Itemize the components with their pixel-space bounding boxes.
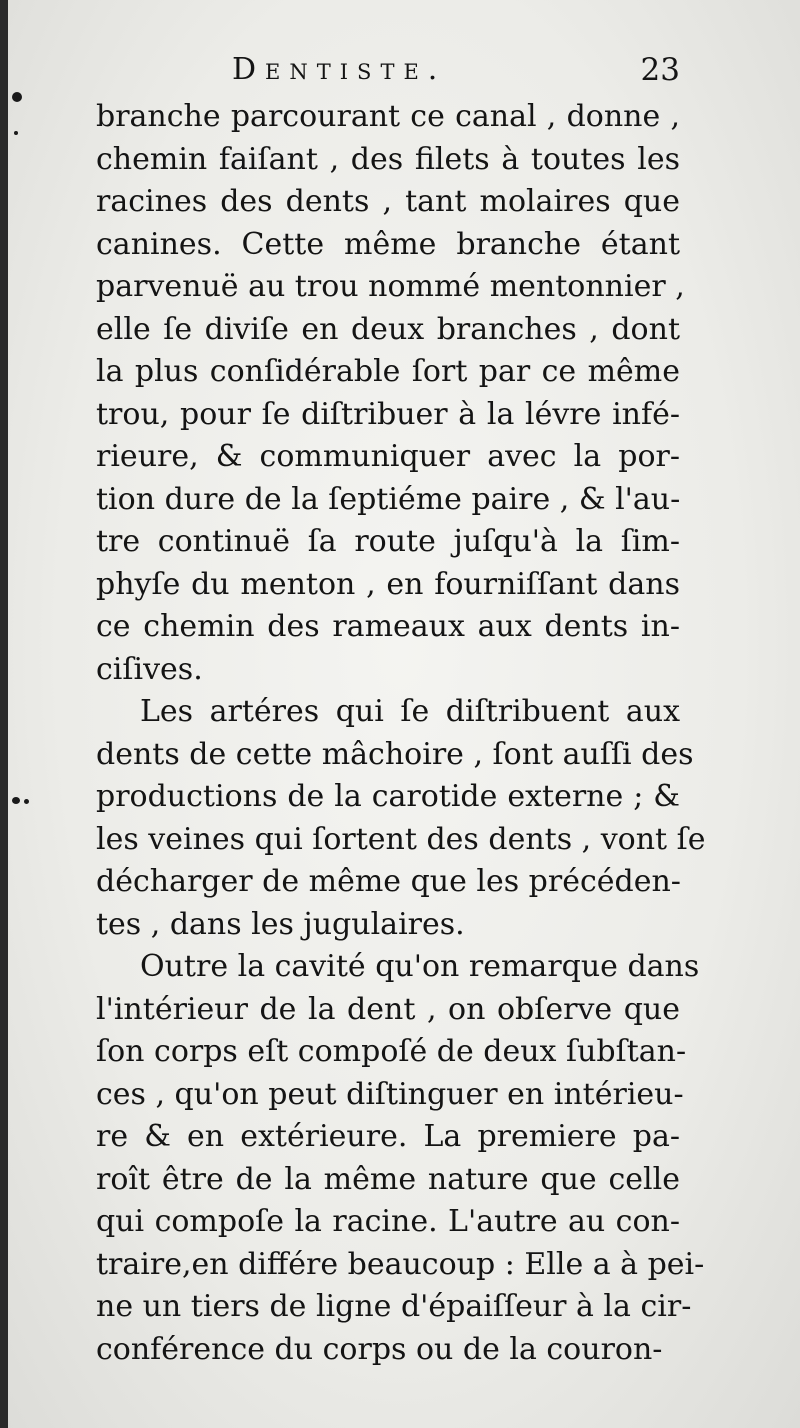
text-line: branche parcourant ce canal , donne , — [96, 99, 680, 134]
text-line: racines des dents , tant molaires que — [96, 184, 680, 219]
text-line: ne un tiers de ligne d'épaiſſeur à la cir- — [96, 1289, 692, 1324]
page-number: 23 — [640, 52, 680, 88]
text-line: ces , qu'on peut diſtinguer en intérieu- — [96, 1076, 684, 1112]
text-line: roît être de la même nature que celle — [96, 1161, 680, 1197]
text-line: phyſe du menton , en fourniſſant dans — [96, 566, 680, 602]
text-line: conférence du corps ou de la couron- — [96, 1331, 663, 1367]
paragraph — [96, 946, 705, 1371]
text-line: Outre la cavité qu'on remarque dans — [140, 949, 700, 984]
text-line: parvenuë au trou nommé mentonnier , — [96, 269, 685, 304]
text-line: qui compoſe la racine. L'autre au con- — [96, 1204, 680, 1239]
text-line: rieure, & communiquer avec la por- — [96, 439, 680, 474]
running-head: Dentiste. — [232, 52, 447, 87]
text-line: ce chemin des rameaux aux dents in- — [96, 609, 680, 644]
page-header — [100, 52, 680, 96]
ink-speck — [12, 92, 22, 102]
text-line: dents de cette mâchoire , ſont auſſi des — [96, 736, 694, 772]
text-line: trou, pour ſe diſtribuer à la lévre infé- — [96, 396, 680, 432]
text-line: elle ſe diviſe en deux branches , dont — [96, 311, 680, 347]
text-line: ciſives. — [96, 651, 203, 687]
text-line: traire,en différe beaucoup : Elle a à pei- — [96, 1246, 705, 1282]
text-line: canines. Cette même branche étant — [96, 226, 680, 262]
body-text — [96, 96, 706, 1371]
ink-speck — [12, 797, 20, 804]
page-gutter-edge — [0, 0, 8, 1428]
ink-speck — [14, 131, 18, 135]
text-line: chemin faiſant , des filets à toutes les — [96, 141, 680, 177]
ink-speck — [24, 799, 29, 804]
text-line: tion dure de la ſeptiéme paire , & l'au- — [96, 481, 681, 517]
text-line: re & en extérieure. La premiere pa- — [96, 1119, 680, 1154]
text-line: tes , dans les jugulaires. — [96, 906, 465, 942]
text-line: productions de la carotide externe ; & — [96, 779, 680, 814]
text-line: l'intérieur de la dent , on obſerve que — [96, 991, 680, 1027]
text-line: la plus conſidérable ſort par ce même — [96, 354, 680, 389]
paragraph — [96, 691, 706, 946]
paragraph — [96, 96, 685, 691]
text-line: les veines qui ſortent des dents , vont ſe — [96, 821, 706, 857]
text-line: ſon corps eſt compoſé de deux ſubſtan- — [96, 1034, 687, 1069]
text-line: Les artéres qui ſe diſtribuent aux — [140, 694, 680, 729]
text-line: décharger de même que les précéden- — [96, 864, 681, 899]
text-line: tre continuë ſa route juſqu'à la ſim- — [96, 524, 680, 559]
